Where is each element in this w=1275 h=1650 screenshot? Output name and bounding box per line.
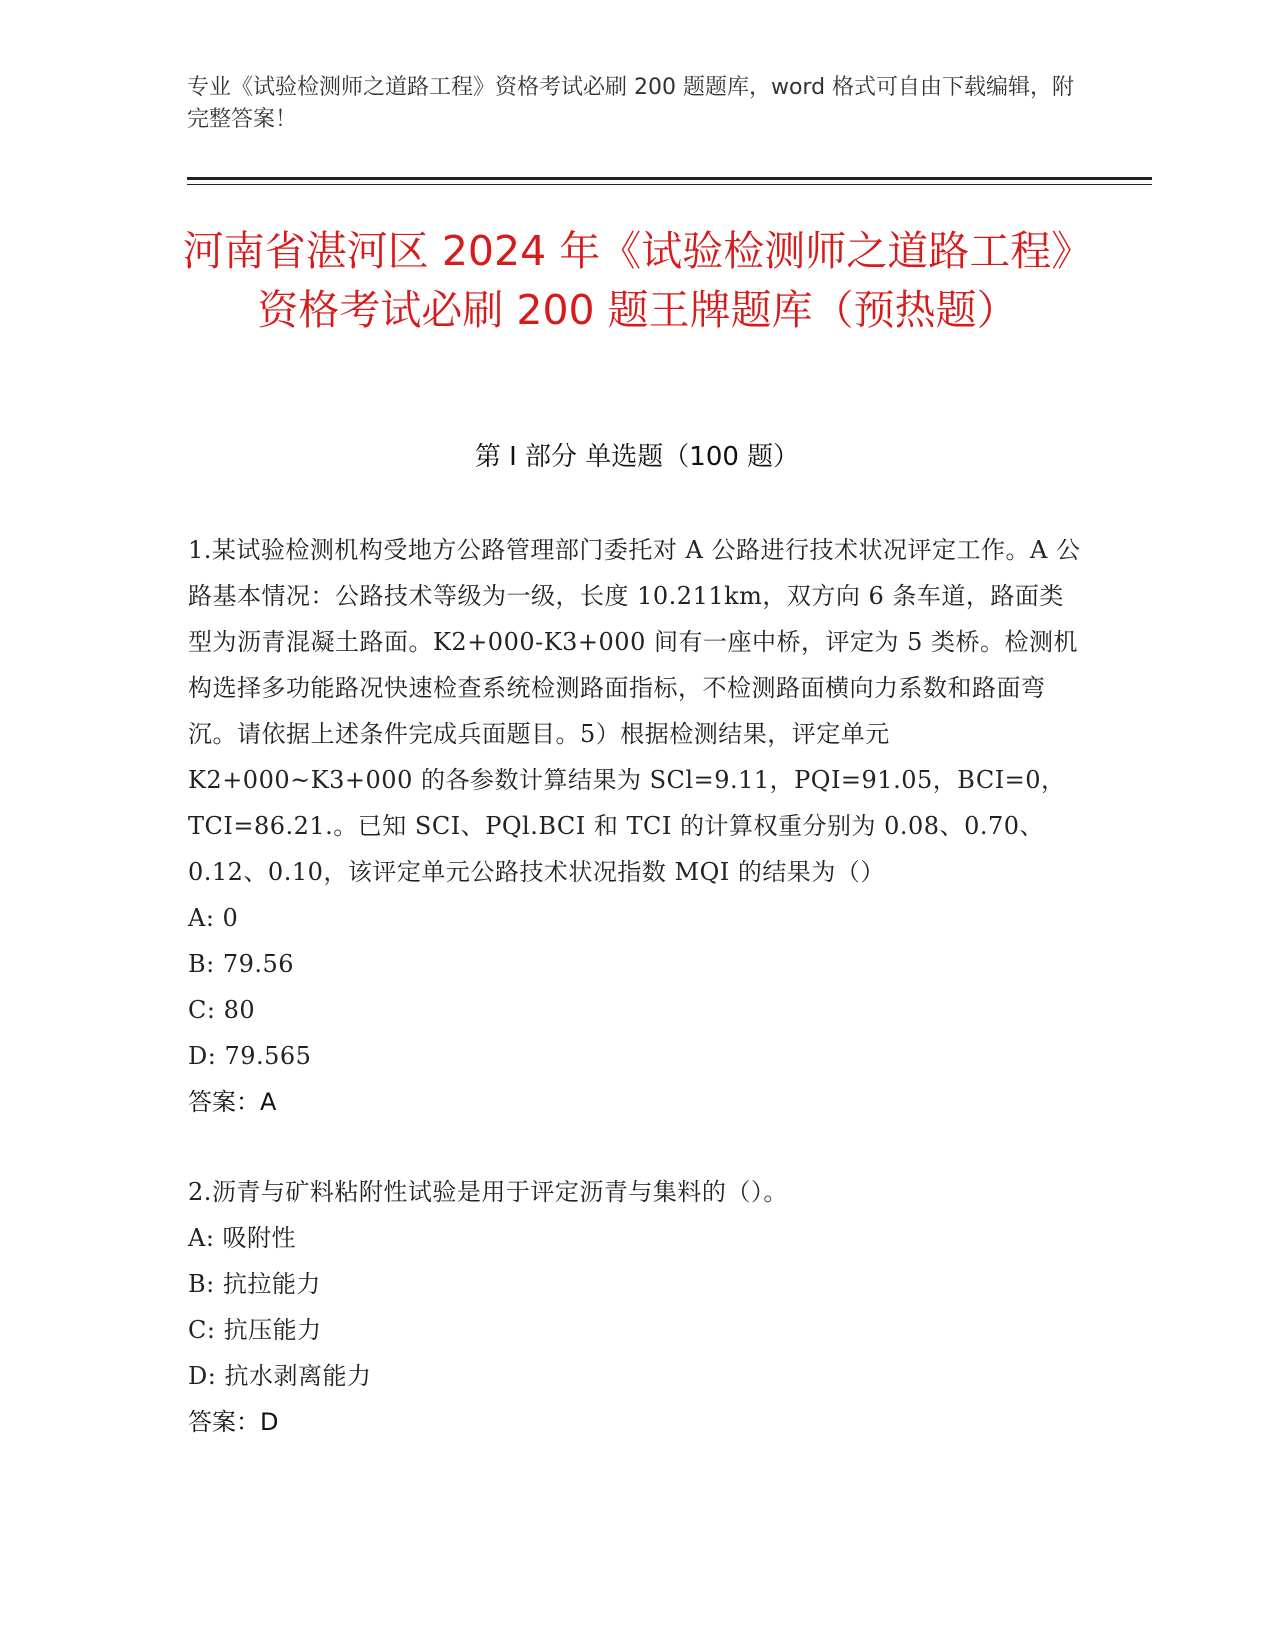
- option-c: C: 抗压能力: [188, 1316, 322, 1344]
- option-d: D: 79.565: [188, 1042, 312, 1070]
- header-divider-thin: [187, 184, 1152, 185]
- option-a: A: 吸附性: [188, 1224, 297, 1252]
- section-heading: 第 I 部分 单选题（100 题）: [474, 442, 800, 472]
- option-a: A: 0: [188, 904, 239, 932]
- question-text: 1.某试验检测机构受地方公路管理部门委托对 A 公路进行技术状况评定工作。A 公路基本情况：公路技术等级为一级，长度 10.211km，双方向 6 条车道，路面类型为沥青混凝土路面。K2+000-K3+000 间有一座中桥，评定为 5 类桥。检测机构选择多功能路况快速检查系统检测路面指标，不检测路面横向力系数和路面弯沉。请依据上述条件完成兵面题目。5）根据检测结果，评定单元 K2+000~K3+000 的各参数计算结果为 SCl=9.11，PQI=91.05，BCI=0，TCI=86.21.。已知 SCI、PQl.BCI 和 TCI 的计算权重分别为 0.08、0.70、0.12、0.10，该评定单元公路技术状况指数 MQI 的结果为（）: [188, 536, 1081, 886]
- option-b: B: 抗拉能力: [188, 1270, 321, 1298]
- option-b: B: 79.56: [188, 950, 295, 978]
- option-d: D: 抗水剥离能力: [188, 1362, 372, 1390]
- question-item: [188, 1169, 1088, 1445]
- answer-line: 答案：D: [188, 1408, 279, 1436]
- header-note: 专业《试验检测师之道路工程》资格考试必刷 200 题题库，word 格式可自由下载编辑，附完整答案！: [187, 75, 1075, 132]
- question-text: 2.沥青与矿料粘附性试验是用于评定沥青与集料的（）。: [188, 1178, 788, 1206]
- question-list: [188, 527, 1088, 1445]
- document-title: 河南省湛河区 2024 年《试验检测师之道路工程》资格考试必刷 200 题王牌题库（预热题）: [182, 227, 1093, 334]
- answer-line: 答案：A: [188, 1088, 277, 1116]
- option-c: C: 80: [188, 996, 256, 1024]
- header-divider-thick: [187, 177, 1152, 180]
- question-item: [188, 527, 1088, 1125]
